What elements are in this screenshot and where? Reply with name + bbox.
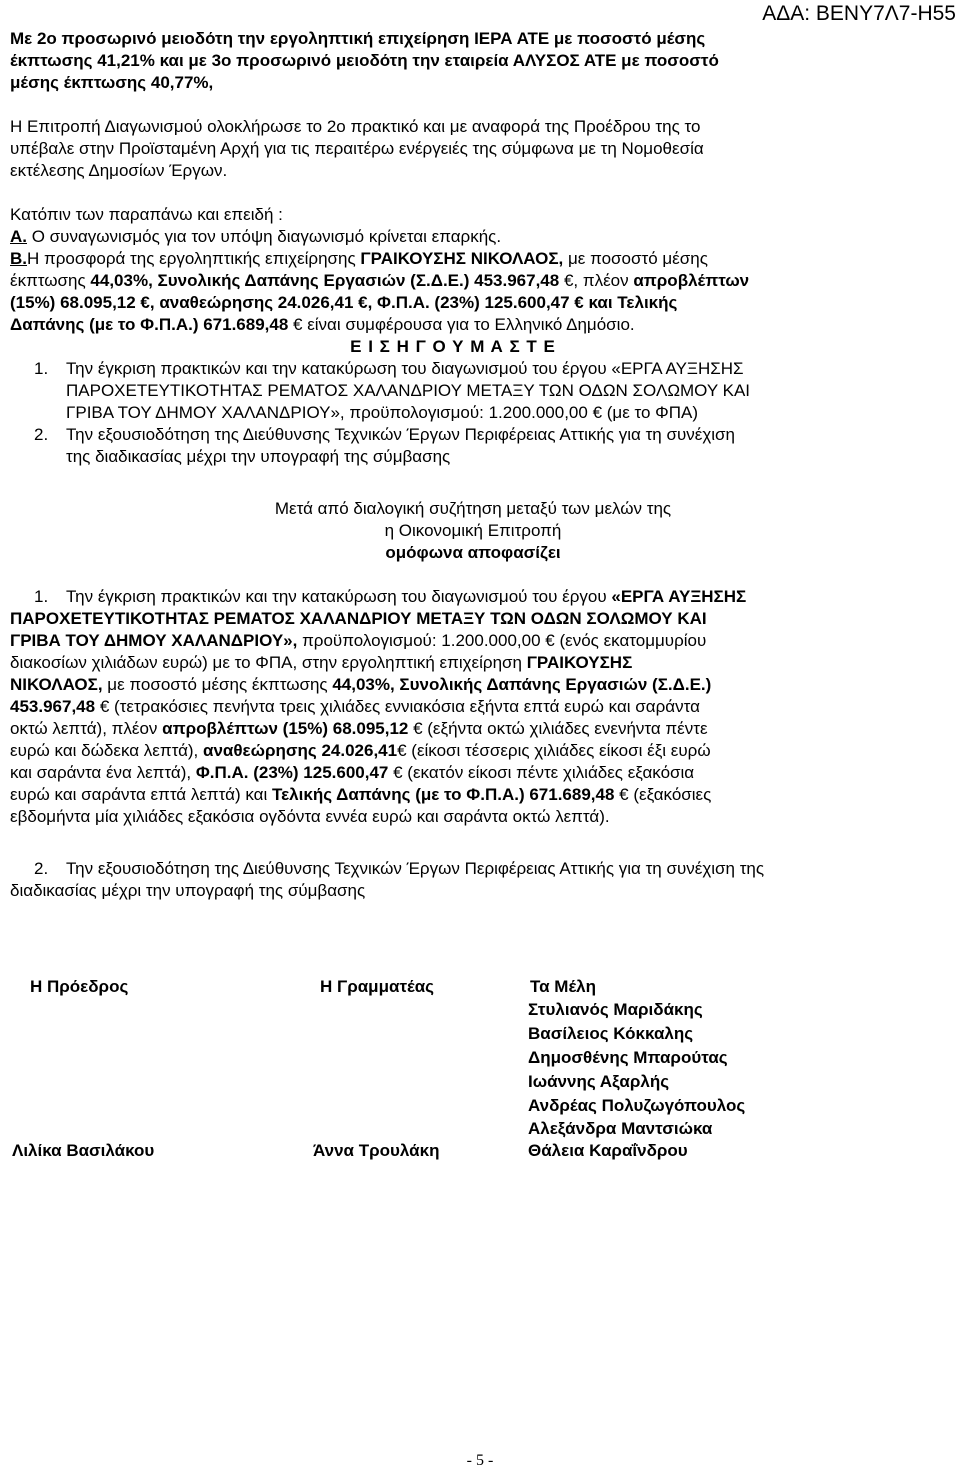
document-body: [10, 28, 896, 902]
member-name: Αλεξάνδρα Μαντσιώκα: [528, 1119, 713, 1138]
after-line: Κατόπιν των παραπάνω και επειδή :: [10, 205, 283, 224]
decision-heading: ομόφωνα αποφασίζει: [385, 543, 561, 562]
committee-line: υπέβαλε στην Προϊσταμένη Αρχή για τις περαιτέρω ενέργειές της σύμφωνα με τη Νομοθεσία: [10, 139, 704, 158]
committee-paragraph: [10, 116, 896, 182]
member-name: Δημοσθένης Μπαρούτας: [528, 1048, 728, 1067]
member-name: Βασίλειος Κόκκαλης: [528, 1024, 694, 1043]
propose-item-1: 1. Την έγκριση πρακτικών και την κατακύρωση του διαγωνισμού του έργου «ΕΡΓΑ ΑΥΞΗΣΗΣ ΠΑΡΟΧΕΤΕΥΤΙΚΟΤΗΤΑΣ ΡΕΜΑΤΟΣ ΧΑΛΑΝΔΡΙΟΥ ΜΕΤΑΞΥ ΤΩΝ ΟΔΩΝ ΣΟΛΩΜΟΥ ΚΑΙ ΓΡΙΒΑ ΤΟΥ ΔΗΜΟΥ ΧΑΛΑΝΔΡΙΟΥ», προϋπολογισμού: 1.200.000,00 € (με το ΦΠΑ): [34, 359, 751, 422]
point-b-line: έκπτωσης 44,03%, Συνολικής Δαπάνης Εργασιών (Σ.Δ.Ε.) 453.967,48 €, πλέον απροβλέπτων: [10, 271, 750, 290]
decision-item-2: 2. Την εξουσιοδότηση της Διεύθυνσης Τεχνικών Έργων Περιφέρειας Αττικής για τη συνέχιση της διαδικασίας μέχρι την υπογραφή της σύμβασης: [10, 859, 765, 900]
member-name: Θάλεια Καραΐνδρου: [528, 1141, 688, 1160]
president-name: Λιλίκα Βασιλάκου: [12, 1141, 155, 1160]
intro-line: μέσης έκπτωσης 40,77%,: [10, 73, 214, 92]
point-b-letter: Β.: [10, 249, 27, 268]
decision-item-1: 1. Την έγκριση πρακτικών και την κατακύρωση του διαγωνισμού του έργου «ΕΡΓΑ ΑΥΞΗΣΗΣ ΠΑΡΟΧΕΤΕΥΤΙΚΟΤΗΤΑΣ ΡΕΜΑΤΟΣ ΧΑΛΑΝΔΡΙΟΥ ΜΕΤΑΞΥ ΤΩΝ ΟΔΩΝ ΣΟΛΩΜΟΥ ΚΑΙ ΓΡΙΒΑ ΤΟΥ ΔΗΜΟΥ ΧΑΛΑΝΔΡΙΟΥ», προϋπολογισμού: 1.200.000,00 € (ενός εκατομμυρίου διακοσίων χιλιάδων ευρώ) με το ΦΠΑ, στην εργοληπτική επιχείρηση ΓΡΑΙΚΟΥΣΗΣ ΝΙΚΟΛΑΟΣ, με ποσοστό μέσης έκπτωσης 44,03%, Συνολικής Δαπάνης Εργασιών (Σ.Δ.Ε.) 453.967,48 € (τετρακόσιες πενήντα τρεις χιλιάδες εννιακόσια εξήντα επτά ευρώ και σαράντα οκτώ λεπτά), πλέον απροβλέπτων (15%) 68.095,12 € (εξήντα οκτώ χιλιάδες ενενήντα πέντε ευρώ και δώδεκα λεπτά), αναθεώρησης 24.026,41€ (είκοσι τέσσερις χιλιάδες είκοσι έξι ευρώ και σαράντα ένα λεπτά), Φ.Π.Α. (23%) 125.600,47 € (εκατόν είκοσι πέντε χιλιάδες εξακόσια ευρώ και σαράντα επτά λεπτά) και Τελικής Δαπάνης (με το Φ.Π.Α.) 671.689,48 € (εξακόσιες εβδομήντα μία χιλιάδες εξακόσια ογδόντα εννέα ευρώ και σαράντα οκτώ λεπτά).: [10, 587, 747, 826]
propose-number: 1.: [34, 359, 49, 378]
point-b-line: (15%) 68.095,12 €, αναθεώρησης 24.026,41 €, Φ.Π.Α. (23%) 125.600,47 € και Τελικής: [10, 293, 678, 312]
committee-line: εκτέλεσης Δημοσίων Έργων.: [10, 161, 228, 180]
propose-item-2: 2. Την εξουσιοδότηση της Διεύθυνσης Τεχνικών Έργων Περιφέρειας Αττικής για τη συνέχιση της διαδικασίας μέχρι την υπογραφή της σύμβασης: [34, 425, 735, 466]
committee-line: Η Επιτροπή Διαγωνισμού ολοκλήρωσε το 2ο πρακτικό και με αναφορά της Προέδρου της το: [10, 117, 701, 136]
propose-number: 2.: [34, 425, 49, 444]
member-name: Στυλιανός Μαριδάκης: [528, 1000, 703, 1019]
member-name: Ανδρέας Πολυζωγόπουλος: [528, 1096, 746, 1115]
discussion-block: Μετά από διαλογική συζήτηση μεταξύ των μελών της η Οικονομική Επιτροπή ομόφωνα αποφασίζει: [10, 498, 896, 564]
point-b: [10, 248, 896, 336]
members-title: Τα Μέλη: [530, 977, 596, 996]
point-a: [10, 226, 896, 248]
point-b-line: Δαπάνης (με το Φ.Π.Α.) 671.689,48 € είναι συμφέρουσα για το Ελληνικό Δημόσιο.: [10, 315, 635, 334]
secretary-name: Άννα Τρουλάκη: [313, 1141, 440, 1160]
point-b-line: Β.Η προσφορά της εργοληπτικής επιχείρησης ΓΡΑΙΚΟΥΣΗΣ ΝΙΚΟΛΑΟΣ, με ποσοστό μέσης: [10, 249, 708, 268]
president-title: Η Πρόεδρος: [30, 977, 129, 996]
ada-code: ΑΔΑ: ΒΕΝΥ7Λ7-Η55: [762, 2, 956, 25]
decision-number: 2.: [34, 859, 49, 878]
intro-paragraph: [10, 28, 896, 94]
intro-line: Με 2ο προσωρινό μειοδότη την εργοληπτική επιχείρηση ΙΕΡΑ ΑΤΕ με ποσοστό μέσης: [10, 29, 706, 48]
point-a-text: Ο συναγωνισμός για τον υπόψη διαγωνισμό κρίνεται επαρκής.: [27, 227, 502, 246]
page-number: - 5 -: [466, 1452, 494, 1469]
member-name: Ιωάννης Αξαρλής: [528, 1072, 670, 1091]
point-a-letter: Α.: [10, 227, 27, 246]
propose-heading: Ε Ι Σ Η Γ Ο Υ Μ Α Σ Τ Ε: [350, 337, 556, 356]
intro-line: έκπτωσης 41,21% και με 3ο προσωρινό μειοδότη την εταιρεία ΑΛΥΣΟΣ ΑΤΕ με ποσοστό: [10, 51, 719, 70]
decision-number: 1.: [34, 587, 49, 606]
secretary-title: Η Γραμματέας: [320, 977, 434, 996]
